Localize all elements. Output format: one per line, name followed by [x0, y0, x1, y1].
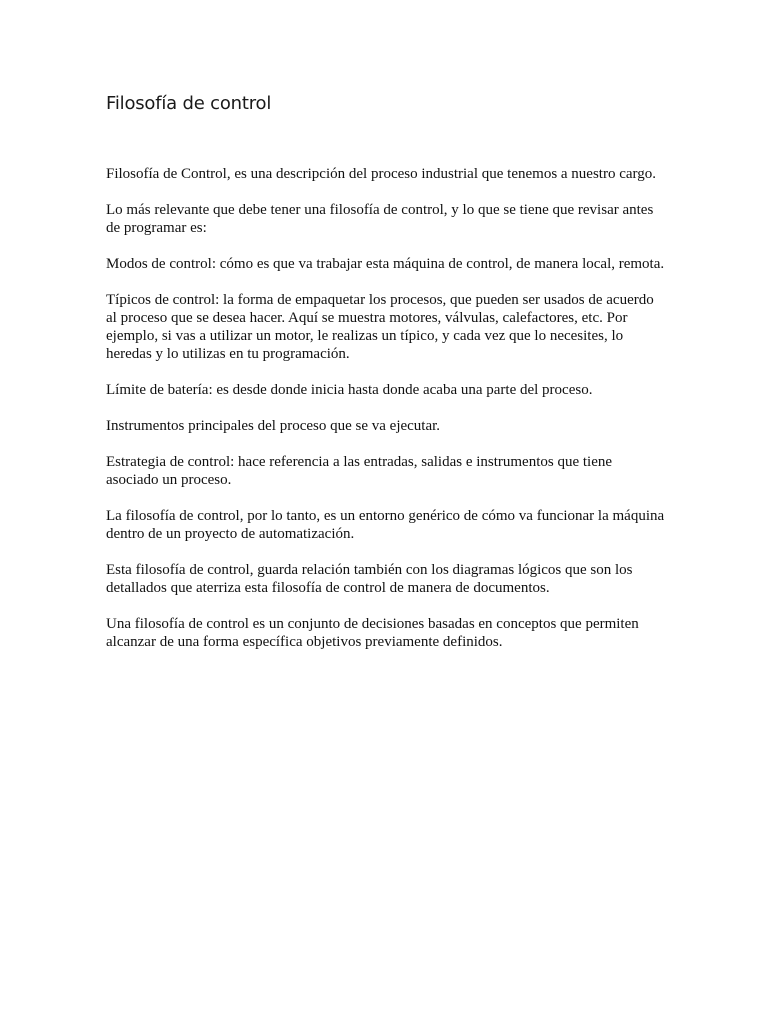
paragraph-control-strategy: Estrategia de control: hace referencia a las entradas, salidas e instrumentos que tiene asociado un proceso.	[106, 454, 613, 488]
paragraph-control-modes: Modos de control: cómo es que va trabajar esta máquina de control, de manera local, remota.	[106, 256, 665, 272]
paragraph-definition: Filosofía de Control, es una descripción del proceso industrial que tenemos a nuestro cargo.	[106, 166, 657, 182]
document-title: Filosofía de control	[106, 93, 272, 114]
paragraph-main-instruments: Instrumentos principales del proceso que se va ejecutar.	[106, 418, 441, 434]
paragraph-control-typicals: Típicos de control: la forma de empaquetar los procesos, que pueden ser usados de acuerdo al proceso que se desea hacer. Aquí se muestra motores, válvulas, calefactores, etc. Por ejemplo, si vas a utilizar un motor, le realizas un típico, y cada vez que lo necesites, lo heredas y lo utilizas en tu programación.	[106, 292, 654, 362]
paragraph-battery-limit: Límite de batería: es desde donde inicia hasta donde acaba una parte del proceso.	[106, 382, 593, 398]
paragraph-requirements: Lo más relevante que debe tener una filosofía de control, y lo que se tiene que revisar antes de programar es:	[106, 202, 654, 236]
paragraph-conclusion: Una filosofía de control es un conjunto de decisiones basadas en conceptos que permiten alcanzar de una forma específica objetivos previamente definidos.	[106, 616, 639, 650]
document-body	[106, 165, 666, 669]
paragraph-generic-environment: La filosofía de control, por lo tanto, es un entorno genérico de cómo va funcionar la máquina dentro de un proyecto de automatización.	[106, 508, 665, 542]
paragraph-logic-diagrams: Esta filosofía de control, guarda relación también con los diagramas lógicos que son los detallados que aterriza esta filosofía de control de manera de documentos.	[106, 562, 633, 596]
